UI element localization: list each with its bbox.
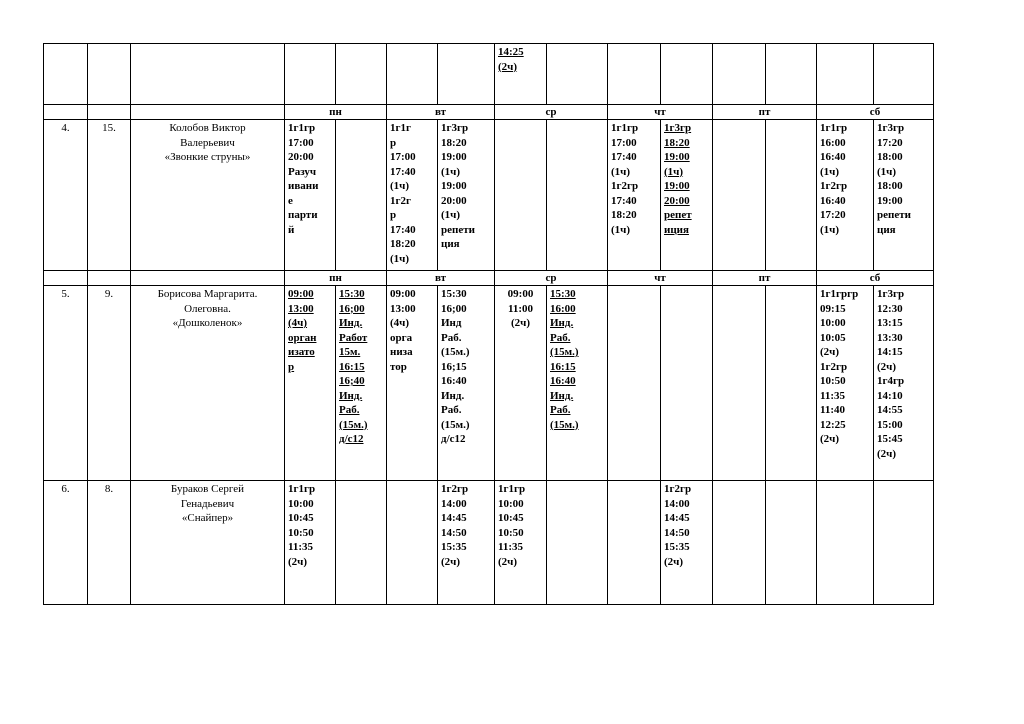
schedule-cell: 09:00 11:00 (2ч)	[495, 286, 547, 481]
schedule-cell: 1г1гр 10:00 10:45 10:50 11:35 (2ч)	[495, 481, 547, 605]
schedule-cell: 15:30 16;00 Инд. Работ 15м. 16:15 16;40 Инд. Раб. (15м.) д/с12	[336, 286, 387, 481]
day-header: пт	[713, 105, 817, 120]
day-header: чт	[608, 105, 713, 120]
schedule-table	[43, 43, 934, 605]
schedule-cell	[766, 120, 817, 271]
schedule-cell	[608, 286, 661, 481]
day-header: вт	[387, 271, 495, 286]
schedule-cell	[336, 120, 387, 271]
schedule-cell: 1г1гр 17:00 20:00 Разуч ивани е парти й	[285, 120, 336, 271]
day-header: сб	[817, 105, 934, 120]
schedule-cell: 15:30 16:00 Инд. Раб. (15м.) 16:15 16:40 Инд. Раб. (15м.)	[547, 286, 608, 481]
schedule-cell	[713, 286, 766, 481]
schedule-cell	[713, 481, 766, 605]
day-header-row	[44, 271, 934, 286]
schedule-cell	[608, 481, 661, 605]
table-row	[44, 286, 934, 481]
schedule-cell: 1г3гр 18:20 19:00 (1ч) 19:00 20:00 (1ч) репети ция	[438, 120, 495, 271]
schedule-cell	[713, 120, 766, 271]
day-header: пт	[713, 271, 817, 286]
schedule-cell	[336, 481, 387, 605]
teacher-name: Колобов Виктор Валерьевич «Звонкие струны»	[131, 120, 285, 271]
schedule-cell: 1г1гр 16:00 16:40 (1ч) 1г2гр 16:40 17:20 (1ч)	[817, 120, 874, 271]
schedule-cell	[547, 120, 608, 271]
teacher-name: Борисова Маргарита. Олеговна. «Дошколенок»	[131, 286, 285, 481]
schedule-cell	[766, 286, 817, 481]
schedule-cell: 1г3гр 17:20 18:00 (1ч) 18:00 19:00 репети ция	[874, 120, 934, 271]
day-header: пн	[285, 271, 387, 286]
row-id: 8.	[88, 481, 131, 605]
schedule-cell: 1г2гр 14:00 14:45 14:50 15:35 (2ч)	[661, 481, 713, 605]
day-header: чт	[608, 271, 713, 286]
schedule-cell	[547, 481, 608, 605]
schedule-cell	[766, 481, 817, 605]
schedule-cell: 09:00 13:00 (4ч) орган изато р	[285, 286, 336, 481]
schedule-cell	[495, 120, 547, 271]
table-row	[44, 120, 934, 271]
schedule-cell: 1г1гргр 09:15 10:00 10:05 (2ч) 1г2гр 10:50 11:35 11:40 12:25 (2ч)	[817, 286, 874, 481]
schedule-cell	[387, 481, 438, 605]
schedule-cell: 1г3гр 18:20 19:00 (1ч) 19:00 20:00 репет иция	[661, 120, 713, 271]
schedule-cell: 1г1гр 17:00 17:40 (1ч) 1г2гр 17:40 18:20 (1ч)	[608, 120, 661, 271]
schedule-cell: 1г1гр 10:00 10:45 10:50 11:35 (2ч)	[285, 481, 336, 605]
teacher-name: Бураков Сергей Генадьевич «Снайпер»	[131, 481, 285, 605]
row-id: 9.	[88, 286, 131, 481]
row-id: 15.	[88, 120, 131, 271]
day-header: ср	[495, 105, 608, 120]
day-header: пн	[285, 105, 387, 120]
day-header: ср	[495, 271, 608, 286]
row-number: 6.	[44, 481, 88, 605]
schedule-cell: 1г3гр 12:30 13:15 13:30 14:15 (2ч) 1г4гр 14:10 14:55 15:00 15:45 (2ч)	[874, 286, 934, 481]
schedule-cell: 14:25 (2ч)	[495, 44, 547, 105]
schedule-cell	[661, 286, 713, 481]
schedule-cell	[874, 481, 934, 605]
row-number: 5.	[44, 286, 88, 481]
table-row	[44, 44, 934, 105]
day-header: сб	[817, 271, 934, 286]
row-number: 4.	[44, 120, 88, 271]
day-header-row	[44, 105, 934, 120]
table-row	[44, 481, 934, 605]
schedule-cell: 1г1г р 17:00 17:40 (1ч) 1г2г р 17:40 18:20 (1ч)	[387, 120, 438, 271]
schedule-cell	[817, 481, 874, 605]
schedule-cell: 15:30 16;00 Инд Раб. (15м.) 16;15 16:40 Инд. Раб. (15м.) д/с12	[438, 286, 495, 481]
schedule-cell: 1г2гр 14:00 14:45 14:50 15:35 (2ч)	[438, 481, 495, 605]
schedule-cell: 09:00 13:00 (4ч) орга низа тор	[387, 286, 438, 481]
day-header: вт	[387, 105, 495, 120]
